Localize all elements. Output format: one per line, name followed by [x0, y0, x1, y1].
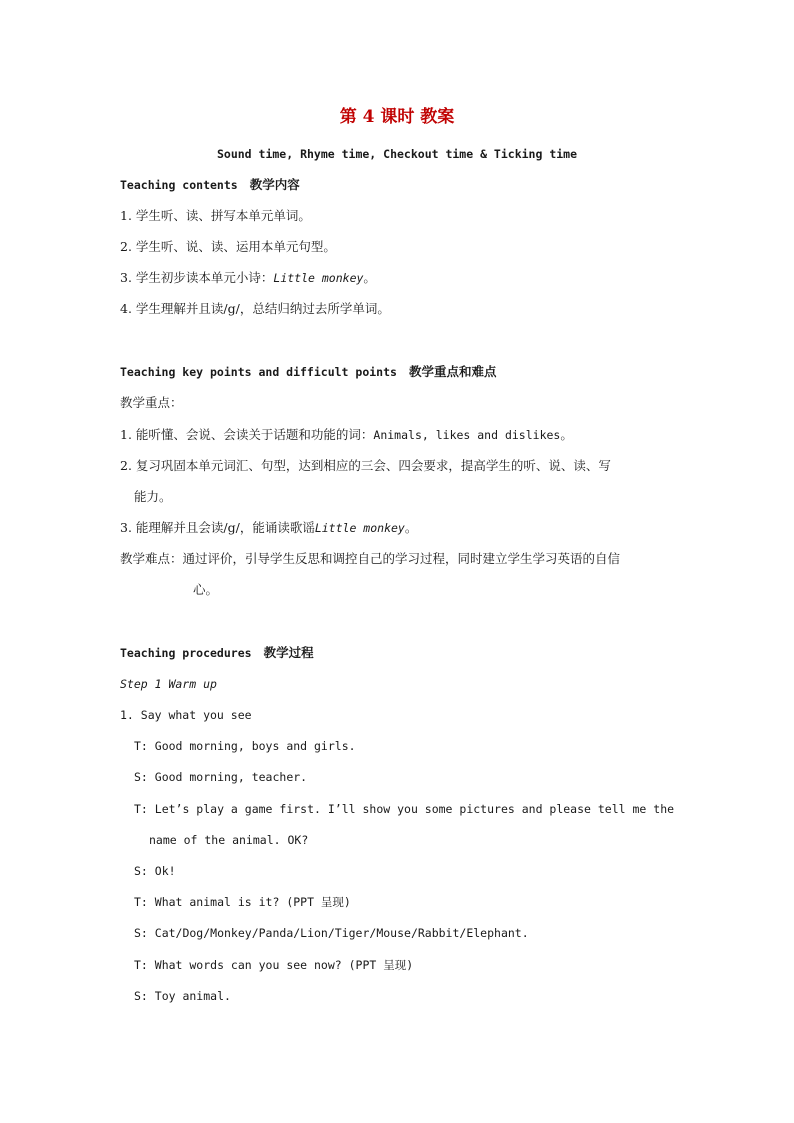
key-item-2-line1: 2. 复习巩固本单元词汇、句型，达到相应的三会、四会要求，提高学生的听、说、读、写: [120, 458, 611, 473]
procedures-heading-zh: 教学过程: [263, 645, 314, 660]
keypoints-heading-zh: 教学重点和难点: [408, 364, 497, 379]
contents-item-2: 2. 学生听、说、读、运用本单元句型。: [120, 239, 336, 254]
contents-item-3-title: Little monkey: [273, 271, 364, 285]
contents-item-1: 1. 学生听、读、拼写本单元单词。: [120, 208, 311, 223]
contents-item-4: 4. 学生理解并且读/g/，总结归纳过去所学单词。: [120, 301, 390, 316]
contents-heading: [120, 177, 300, 193]
contents-heading-en: Teaching contents: [120, 178, 238, 192]
step-1-sub-1: 1. Say what you see: [120, 708, 252, 722]
dialogue-line: T: Good morning, boys and girls.: [134, 739, 356, 753]
keypoints-heading-en: Teaching key points and difficult points: [120, 365, 397, 379]
key-item-3-title: Little monkey: [314, 521, 405, 535]
procedures-heading: [120, 645, 314, 661]
lesson-subtitle: Sound time, Rhyme time, Checkout time & Ticking time: [216, 147, 578, 161]
key-item-1-prefix: 1. 能听懂、会说、会读关于话题和功能的词：: [120, 427, 374, 442]
contents-heading-zh: 教学内容: [249, 177, 300, 192]
keypoints-heading: [120, 364, 496, 380]
contents-item-3: [120, 270, 376, 286]
dialogue-line: S: Toy animal.: [134, 989, 231, 1003]
dialogue-line: T: What animal is it? (PPT 呈现): [134, 895, 351, 909]
dialogue-line: S: Ok!: [134, 864, 176, 878]
dialogue-line: S: Good morning, teacher.: [134, 770, 308, 784]
dialogue-line: name of the animal. OK?: [149, 833, 309, 847]
difficult-line-2: 心。: [193, 582, 219, 597]
key-item-3-prefix: 3. 能理解并且会读/g/，能诵读歌谣: [120, 520, 315, 535]
key-item-2-line2: 能力。: [134, 489, 172, 504]
key-item-1-suffix: 。: [560, 427, 573, 442]
dialogue-line: T: Let’s play a game first. I’ll show you some pictures and please tell me the: [134, 802, 675, 816]
dialogue-line: S: Cat/Dog/Monkey/Panda/Lion/Tiger/Mouse/Rabbit/Elephant.: [134, 926, 529, 940]
key-label: 教学重点：: [120, 395, 183, 410]
difficult-line-1: 教学难点：通过评价，引导学生反思和调控自己的学习过程，同时建立学生学习英语的自信: [120, 551, 621, 566]
procedures-heading-en: Teaching procedures: [120, 646, 252, 660]
contents-item-3-prefix: 3. 学生初步读本单元小诗：: [120, 270, 274, 285]
dialogue-line: T: What words can you see now? (PPT 呈现): [134, 958, 414, 972]
lesson-title: 第 4 课时 教案: [339, 107, 455, 127]
step-1-heading: Step 1 Warm up: [120, 677, 217, 691]
key-item-1-en: Animals, likes and dislikes: [373, 428, 561, 442]
key-item-3-suffix: 。: [404, 520, 418, 535]
key-item-1: [120, 427, 573, 443]
contents-item-3-suffix: 。: [363, 270, 376, 285]
key-item-3: [120, 520, 417, 536]
